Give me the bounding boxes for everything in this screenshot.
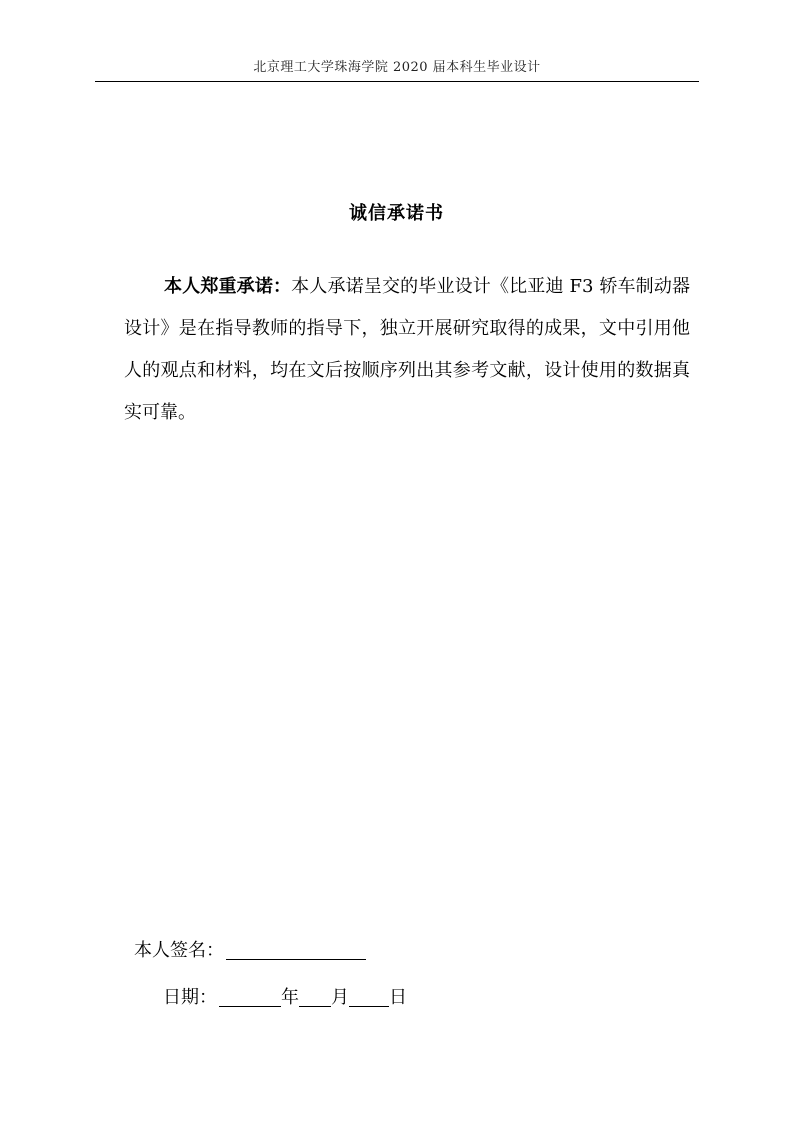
signature-blank [226,939,366,960]
page-header: 北京理工大学珠海学院 2020 届本科生毕业设计 [253,60,541,75]
year-label: 年 [281,987,299,1008]
date-label: 日期： [163,987,217,1008]
signature-line [134,936,366,962]
month-blank [299,986,331,1007]
day-label: 日 [389,987,407,1008]
pledge-body: 本人承诺呈交的毕业设计《比亚迪 F3 轿车制动器设计》是在指导教师的指导下，独立开展研究取得的成果，文中引用他人的观点和材料，均在文后按顺序列出其参考文献，设计使用的数据真实可靠。 [124,276,690,423]
year-blank [219,986,281,1007]
document-title: 诚信承诺书 [349,203,444,224]
date-line [163,983,407,1009]
pledge-paragraph [124,266,690,434]
signature-label: 本人签名： [134,940,224,961]
month-label: 月 [331,987,349,1008]
header-divider [95,81,699,82]
pledge-lead: 本人郑重承诺： [164,276,292,297]
day-blank [349,986,389,1007]
